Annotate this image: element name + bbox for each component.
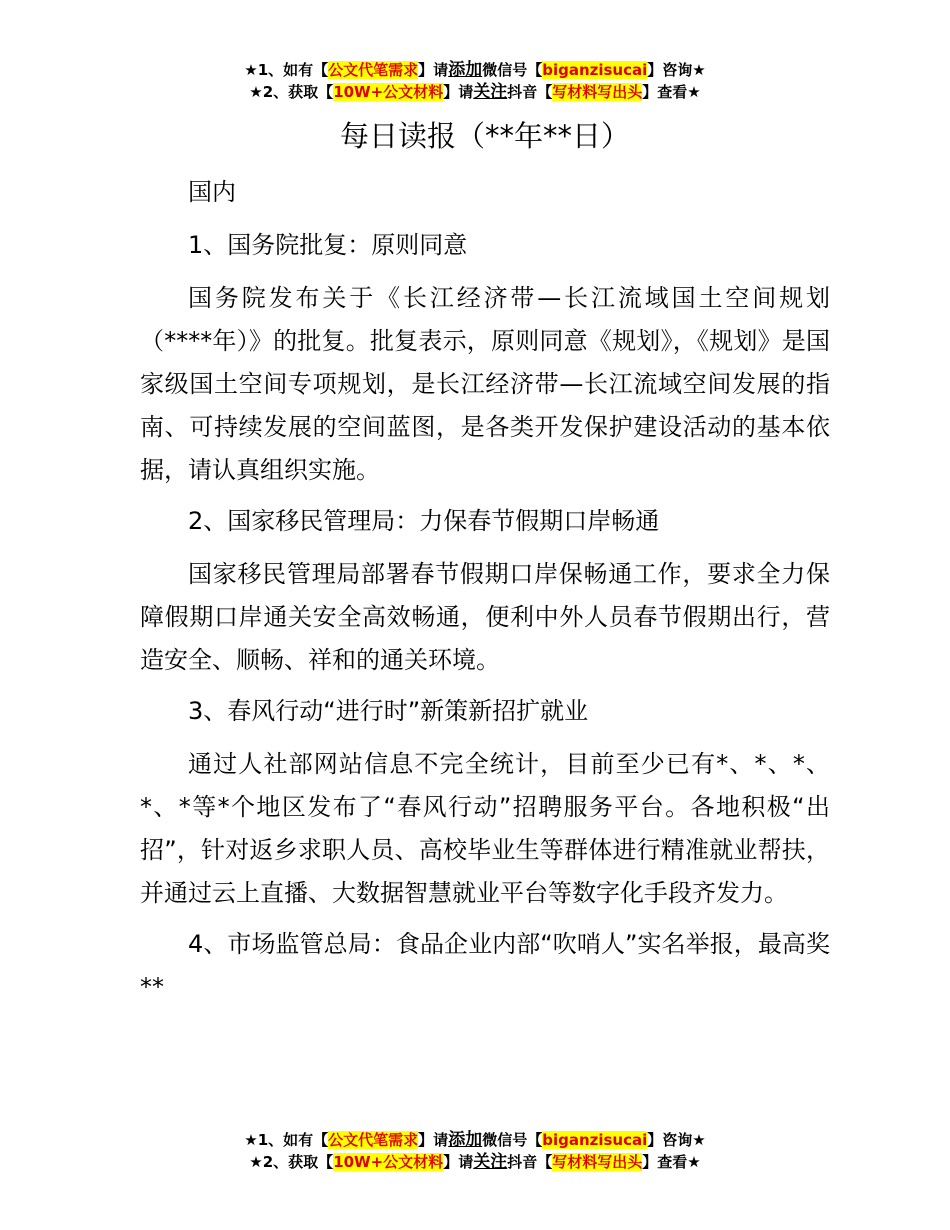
- item-body: 国家移民管理局部署春节假期口岸保畅通工作，要求全力保障假期口岸通关安全高效畅通，便利中外人员春节假期出行，营造安全、顺畅、祥和的通关环境。: [140, 560, 830, 674]
- banner-line-1: ★1、如有【公文代笔需求】请添加微信号【biganzisucai】咨询★: [244, 1130, 706, 1150]
- highlight-text: 写材料写出头: [552, 1153, 643, 1171]
- highlight-text: 公文代笔需求: [328, 61, 419, 79]
- top-banner: [0, 59, 950, 103]
- underlined-text: 添加: [448, 1130, 483, 1150]
- highlight-text: 10W+公文材料: [333, 1153, 444, 1171]
- underlined-text: 关注: [473, 82, 508, 102]
- bottom-banner: [0, 1129, 950, 1173]
- document-page: [140, 115, 830, 1019]
- star-icon: ★: [244, 61, 258, 79]
- star-icon: ★: [244, 1131, 258, 1149]
- banner-line-1: ★1、如有【公文代笔需求】请添加微信号【biganzisucai】咨询★: [244, 60, 706, 80]
- item-heading: 1、国务院批复：原则同意: [188, 231, 468, 259]
- highlight-text: biganzisucai: [542, 61, 648, 79]
- highlight-text: 10W+公文材料: [333, 83, 444, 101]
- section-heading: 国内: [188, 178, 236, 206]
- item-heading: 4、市场监管总局：食品企业内部“吹哨人”实名举报，最高奖**: [140, 930, 830, 1001]
- highlight-text: 写材料写出头: [552, 83, 643, 101]
- item-heading: 3、春风行动“进行时”新策新招扩就业: [188, 697, 589, 725]
- highlight-text: 公文代笔需求: [328, 1131, 419, 1149]
- item-body: 通过人社部网站信息不完全统计，目前至少已有*、*、*、*、*等*个地区发布了“春风行动”招聘服务平台。各地积极“出招”，针对返乡求职人员、高校毕业生等群体进行精准就业帮扶，并通过云上直播、大数据智慧就业平台等数字化手段齐发力。: [140, 750, 830, 907]
- document-title: 每日读报（**年**日）: [339, 119, 630, 153]
- banner-line-2: ★2、获取【10W+公文材料】请关注抖音【写材料写出头】查看★: [249, 1152, 701, 1172]
- underlined-text: 关注: [473, 1152, 508, 1172]
- item-body: 国务院发布关于《长江经济带—长江流域国土空间规划（****年）》的批复。批复表示，原则同意《规划》，《规划》是国家级国土空间专项规划，是长江经济带—长江流域空间发展的指南、可持续发展的空间蓝图，是各类开发保护建设活动的基本依据，请认真组织实施。: [140, 284, 830, 484]
- item-heading: 2、国家移民管理局：力保春节假期口岸畅通: [188, 507, 660, 535]
- underlined-text: 添加: [448, 60, 483, 80]
- highlight-text: biganzisucai: [542, 1131, 648, 1149]
- banner-line-2: ★2、获取【10W+公文材料】请关注抖音【写材料写出头】查看★: [249, 82, 701, 102]
- star-icon: ★: [249, 1153, 263, 1171]
- star-icon: ★: [249, 83, 263, 101]
